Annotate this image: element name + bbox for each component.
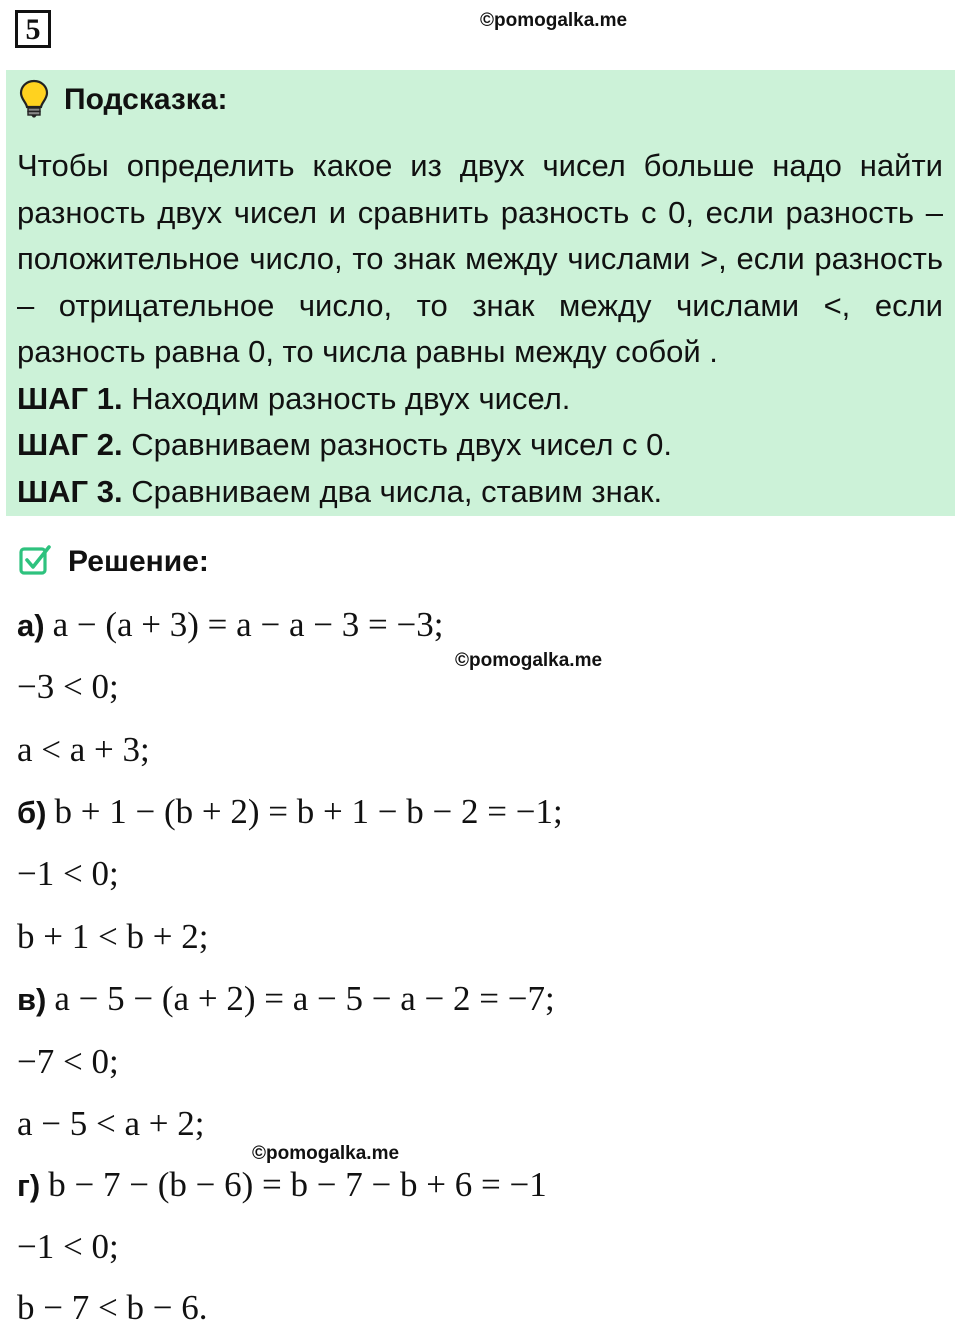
hint-step-3	[17, 469, 943, 516]
part-v-line-3: a − 5 < a + 2;	[17, 1104, 205, 1143]
watermark-bottom: ©pomogalka.me	[252, 1143, 400, 1164]
part-a-line-3: a < a + 3;	[17, 730, 150, 769]
step-label: ШАГ 2.	[17, 427, 123, 462]
part-a-line-2: −3 < 0;	[17, 667, 119, 706]
part-a-line-1	[17, 603, 443, 647]
watermark-top: ©pomogalka.me	[480, 10, 628, 31]
part-g-line-1	[17, 1163, 547, 1207]
part-label: в)	[17, 982, 47, 1017]
part-b-line-1	[17, 790, 563, 834]
step-text: Находим разность двух чисел.	[122, 380, 571, 416]
step-label: ШАГ 1.	[17, 380, 123, 416]
part-v-line-2: −7 < 0;	[17, 1042, 119, 1081]
checkbox-icon	[18, 543, 52, 582]
hint-title: Подсказка:	[64, 83, 228, 116]
part-v-line-1	[17, 977, 555, 1021]
part-b-line-3: b + 1 < b + 2;	[17, 917, 209, 956]
equation: a − (a + 3) = a − a − 3 = −3;	[52, 605, 444, 644]
hint-body	[17, 143, 943, 515]
equation: b + 1 − (b + 2) = b + 1 − b − 2 = −1;	[54, 792, 563, 831]
solution-title: Решение:	[68, 545, 209, 578]
equation: b − 7 − (b − 6) = b − 7 − b + 6 = −1	[48, 1165, 547, 1204]
solution-header	[18, 540, 209, 584]
part-g-line-2: −1 < 0;	[17, 1227, 119, 1266]
part-b-line-2: −1 < 0;	[17, 854, 119, 893]
watermark-middle: ©pomogalka.me	[455, 650, 603, 671]
hint-step-1	[17, 376, 943, 423]
task-number: 5	[15, 10, 51, 48]
part-label: г)	[17, 1168, 41, 1203]
step-text: Сравниваем разность двух чисел с 0.	[122, 427, 673, 462]
hint-header	[18, 80, 228, 120]
part-label: а)	[17, 608, 45, 643]
step-text: Сравниваем два числа, ставим знак.	[122, 473, 663, 509]
part-label: б)	[17, 795, 47, 830]
part-g-line-3: b − 7 < b − 6.	[17, 1288, 208, 1327]
equation: a − 5 − (a + 2) = a − 5 − a − 2 = −7;	[54, 979, 555, 1018]
lightbulb-icon	[18, 78, 50, 123]
hint-paragraph: Чтобы определить какое из двух чисел больше надо найти разность двух чисел и сравнить разность с 0, если разность – положительное число, то знак между числами >, если разность – отрицательное число, то знак между числами <, если разность равна 0, то числа равны между собой .	[17, 148, 943, 369]
hint-step-2	[17, 422, 943, 469]
step-label: ШАГ 3.	[17, 473, 123, 509]
